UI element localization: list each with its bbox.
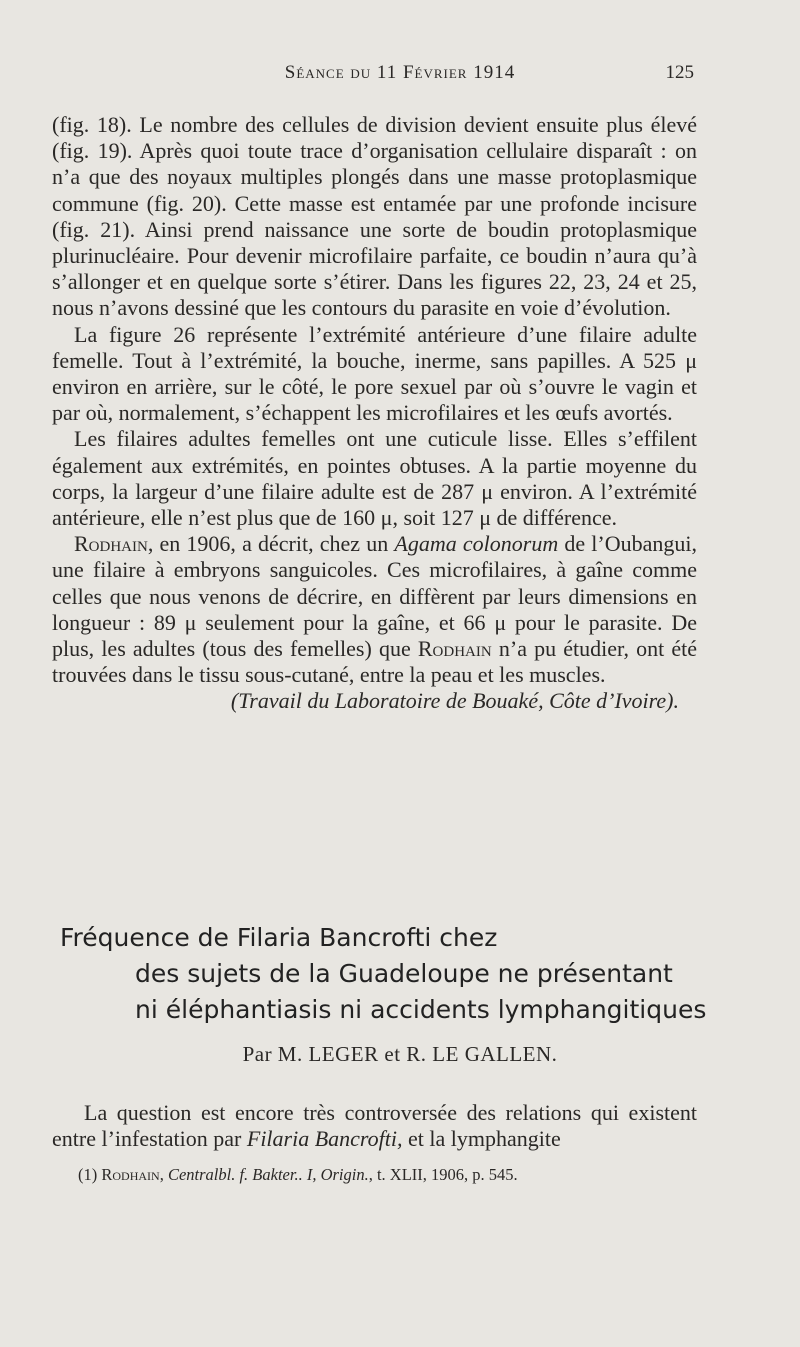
article-title-line-2: des sujets de la Guadeloupe ne présentant xyxy=(135,959,673,988)
intro-text-b: et la lymphangite xyxy=(402,1126,561,1151)
footnote-journal: Centralbl. f. Bakter.. I, Origin. xyxy=(167,1165,369,1184)
footnote-marker: (1) xyxy=(78,1165,102,1184)
paragraph-4 xyxy=(52,531,697,688)
running-header xyxy=(0,62,800,92)
paragraph-4-text-b: de l’Oubangui, une filaire à embryons sanguicoles. Ces microfilaires, à gaîne comme celles que nous venons de décrire, en diffèrent par leurs dimensions en longueur : 89 μ seulement pour la gaîne, et 66 μ pour le parasite. De plus, les adultes (tous des femelles) que xyxy=(52,531,698,662)
page-number: 125 xyxy=(665,62,694,83)
paragraph-3: Les filaires adultes femelles ont une cuticule lisse. Elles s’effilent également aux extrémités, en pointes obtuses. A la partie moyenne du corps, la largeur d’une filaire adulte est de 287 μ environ. A l’extrémité antérieure, elle n’est plus que de 160 μ, soit 127 μ de différence. xyxy=(52,426,697,531)
author-name: Rodhain xyxy=(74,531,148,557)
species-name: Agama colonorum xyxy=(394,531,559,557)
body-text xyxy=(52,112,697,715)
paragraph-4-text-c: n’a pu étudier, ont été trouvées dans le tissu sous-cutané, entre la peau et les muscles. xyxy=(52,636,697,688)
article-title xyxy=(60,920,740,1028)
running-title: Séance du 11 Février 1914 xyxy=(284,62,516,83)
byline: Par M. LEGER et R. LE GALLEN. xyxy=(242,1042,558,1066)
paragraph-1: (fig. 18). Le nombre des cellules de division devient ensuite plus élevé (fig. 19). Après quoi toute trace d’organisation cellulaire disparaît : on n’a que des noyaux multiples plongés dans une masse protoplasmique commune (fig. 20). Cette masse est entamée par une profonde incisure (fig. 21). Ainsi prend naissance une sorte de boudin protoplasmique plurinucléaire. Pour devenir microfilaire parfaite, ce boudin n’aura qu’à s’allonger et en quelque sorte s’étirer. Dans les figures 22, 23, 24 et 25, nous n’avons dessiné que les contours du parasite en voie d’évolution. xyxy=(52,112,697,321)
footnote-author: Rodhain xyxy=(101,1165,160,1184)
paragraph-4-text-a: , en 1906, a décrit, chez un xyxy=(147,531,395,557)
author-name-2: Rodhain xyxy=(417,636,492,662)
footnote-rest: , t. XLII, 1906, p. 545. xyxy=(368,1165,518,1184)
footnote: (1) Rodhain, Centralbl. f. Bakter.. I, Origin., t. XLII, 1906, p. 545. xyxy=(78,1165,518,1184)
article-intro xyxy=(52,1100,697,1152)
attribution: (Travail du Laboratoire de Bouaké, Côte d’Ivoire). xyxy=(230,688,679,714)
intro-paragraph xyxy=(52,1100,697,1152)
intro-text-a: La question est encore très controversée des relations qui existent entre l’infestation par xyxy=(52,1100,697,1151)
article-title-line-3: ni éléphantiasis ni accidents lymphangitiques xyxy=(135,995,707,1024)
article-title-line-1: Fréquence de Filaria Bancrofti chez xyxy=(60,923,498,952)
paragraph-2: La figure 26 représente l’extrémité antérieure d’une filaire adulte femelle. Tout à l’extrémité, la bouche, inerme, sans papilles. A 525 μ environ en arrière, sur le côté, le pore sexuel par où s’ouvre le vagin et par où, normalement, s’échappent les microfilaires et les œufs avortés. xyxy=(52,321,697,426)
intro-species: Filaria Bancrofti, xyxy=(246,1126,403,1151)
